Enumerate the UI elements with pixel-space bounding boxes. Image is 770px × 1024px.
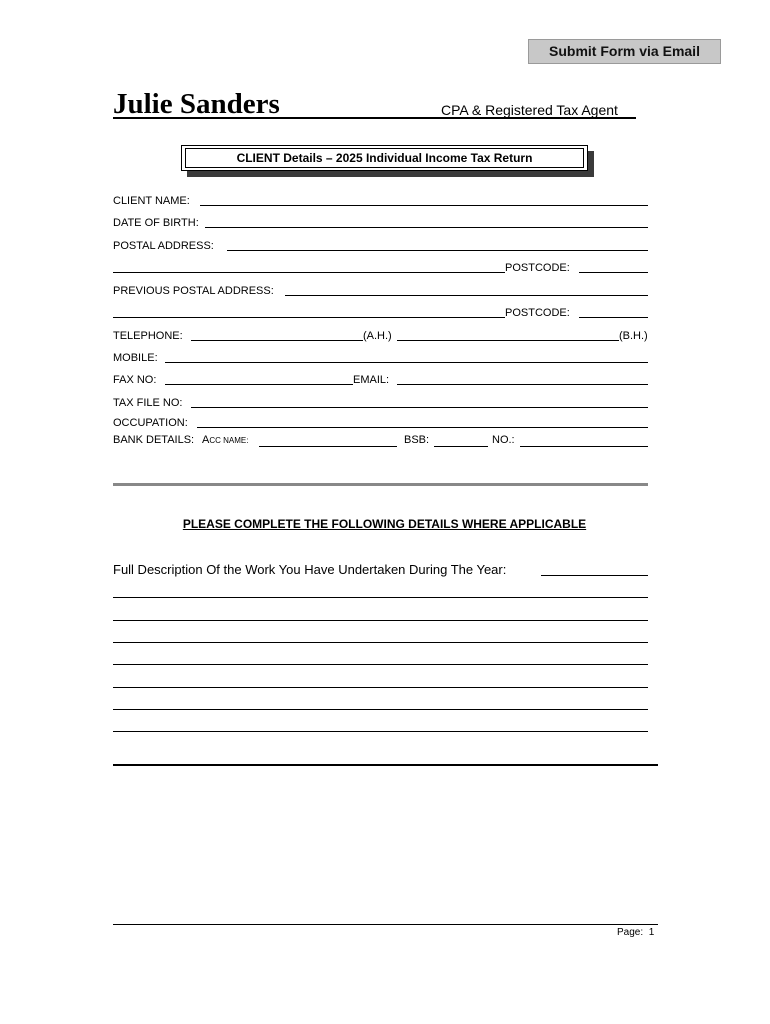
bh-label: (B.H.) bbox=[619, 330, 648, 342]
work-description-line[interactable] bbox=[113, 731, 648, 732]
previous-postal-address-line-2[interactable] bbox=[113, 317, 505, 318]
page-number-value: 1 bbox=[648, 927, 655, 938]
bsb-field[interactable] bbox=[434, 446, 488, 447]
postcode-field[interactable] bbox=[579, 272, 648, 273]
work-description-line[interactable] bbox=[113, 597, 648, 598]
work-description-field[interactable] bbox=[541, 575, 648, 576]
form-title-box bbox=[181, 145, 588, 171]
header-rule bbox=[113, 117, 636, 119]
tax-file-no-field[interactable] bbox=[191, 407, 648, 408]
work-description-label: Full Description Of the Work You Have Undertaken During The Year: bbox=[113, 562, 507, 577]
mobile-field[interactable] bbox=[165, 362, 648, 363]
footer-rule bbox=[113, 924, 658, 925]
email-label: EMAIL: bbox=[353, 374, 390, 386]
account-no-label: NO.: bbox=[492, 434, 515, 446]
submit-form-button[interactable]: Submit Form via Email bbox=[528, 39, 721, 64]
agent-name: Julie Sanders bbox=[113, 88, 280, 120]
work-description-line[interactable] bbox=[113, 687, 648, 688]
telephone-bh-field[interactable] bbox=[397, 340, 619, 341]
fax-label: FAX NO: bbox=[113, 374, 157, 386]
acc-name-prefix: A bbox=[202, 434, 210, 446]
work-description-line[interactable] bbox=[113, 664, 648, 665]
acc-name-rest: CC NAME: bbox=[209, 436, 249, 445]
ah-label: (A.H.) bbox=[363, 330, 392, 342]
client-name-field[interactable] bbox=[200, 205, 648, 206]
tax-file-no-label: TAX FILE NO: bbox=[113, 397, 183, 409]
email-field[interactable] bbox=[397, 384, 648, 385]
bsb-label: BSB: bbox=[404, 434, 430, 446]
acc-name-field[interactable] bbox=[259, 446, 397, 447]
telephone-ah-field[interactable] bbox=[191, 340, 363, 341]
work-description-line[interactable] bbox=[113, 709, 648, 710]
agent-title: CPA & Registered Tax Agent bbox=[441, 102, 618, 118]
date-of-birth-label: DATE OF BIRTH: bbox=[113, 217, 199, 229]
postcode-label: POSTCODE: bbox=[505, 262, 570, 274]
postal-address-line-2[interactable] bbox=[113, 272, 505, 273]
telephone-label: TELEPHONE: bbox=[113, 330, 183, 342]
section-separator bbox=[113, 483, 648, 486]
occupation-label: OCCUPATION: bbox=[113, 417, 188, 429]
previous-postcode-label: POSTCODE: bbox=[505, 307, 570, 319]
postal-address-field[interactable] bbox=[227, 250, 648, 251]
section-heading: PLEASE COMPLETE THE FOLLOWING DETAILS WHERE APPLICABLE bbox=[182, 517, 587, 531]
page-number bbox=[617, 927, 654, 939]
work-description-line[interactable] bbox=[113, 620, 648, 621]
fax-field[interactable] bbox=[165, 384, 353, 385]
date-of-birth-field[interactable] bbox=[205, 227, 648, 228]
bottom-rule bbox=[113, 764, 658, 766]
form-title: CLIENT Details – 2025 Individual Income Tax Return bbox=[185, 148, 584, 168]
previous-postal-address-label: PREVIOUS POSTAL ADDRESS: bbox=[113, 285, 274, 297]
work-description-line[interactable] bbox=[113, 642, 648, 643]
mobile-label: MOBILE: bbox=[113, 352, 158, 364]
account-no-field[interactable] bbox=[520, 446, 648, 447]
postal-address-label: POSTAL ADDRESS: bbox=[113, 240, 214, 252]
bank-details-label: BANK DETAILS: bbox=[113, 434, 195, 446]
acc-name-label bbox=[202, 434, 248, 447]
previous-postcode-field[interactable] bbox=[579, 317, 648, 318]
client-name-label: CLIENT NAME: bbox=[113, 195, 190, 207]
page-label: Page: bbox=[617, 927, 644, 938]
previous-postal-address-field[interactable] bbox=[285, 295, 648, 296]
occupation-field[interactable] bbox=[197, 427, 648, 428]
